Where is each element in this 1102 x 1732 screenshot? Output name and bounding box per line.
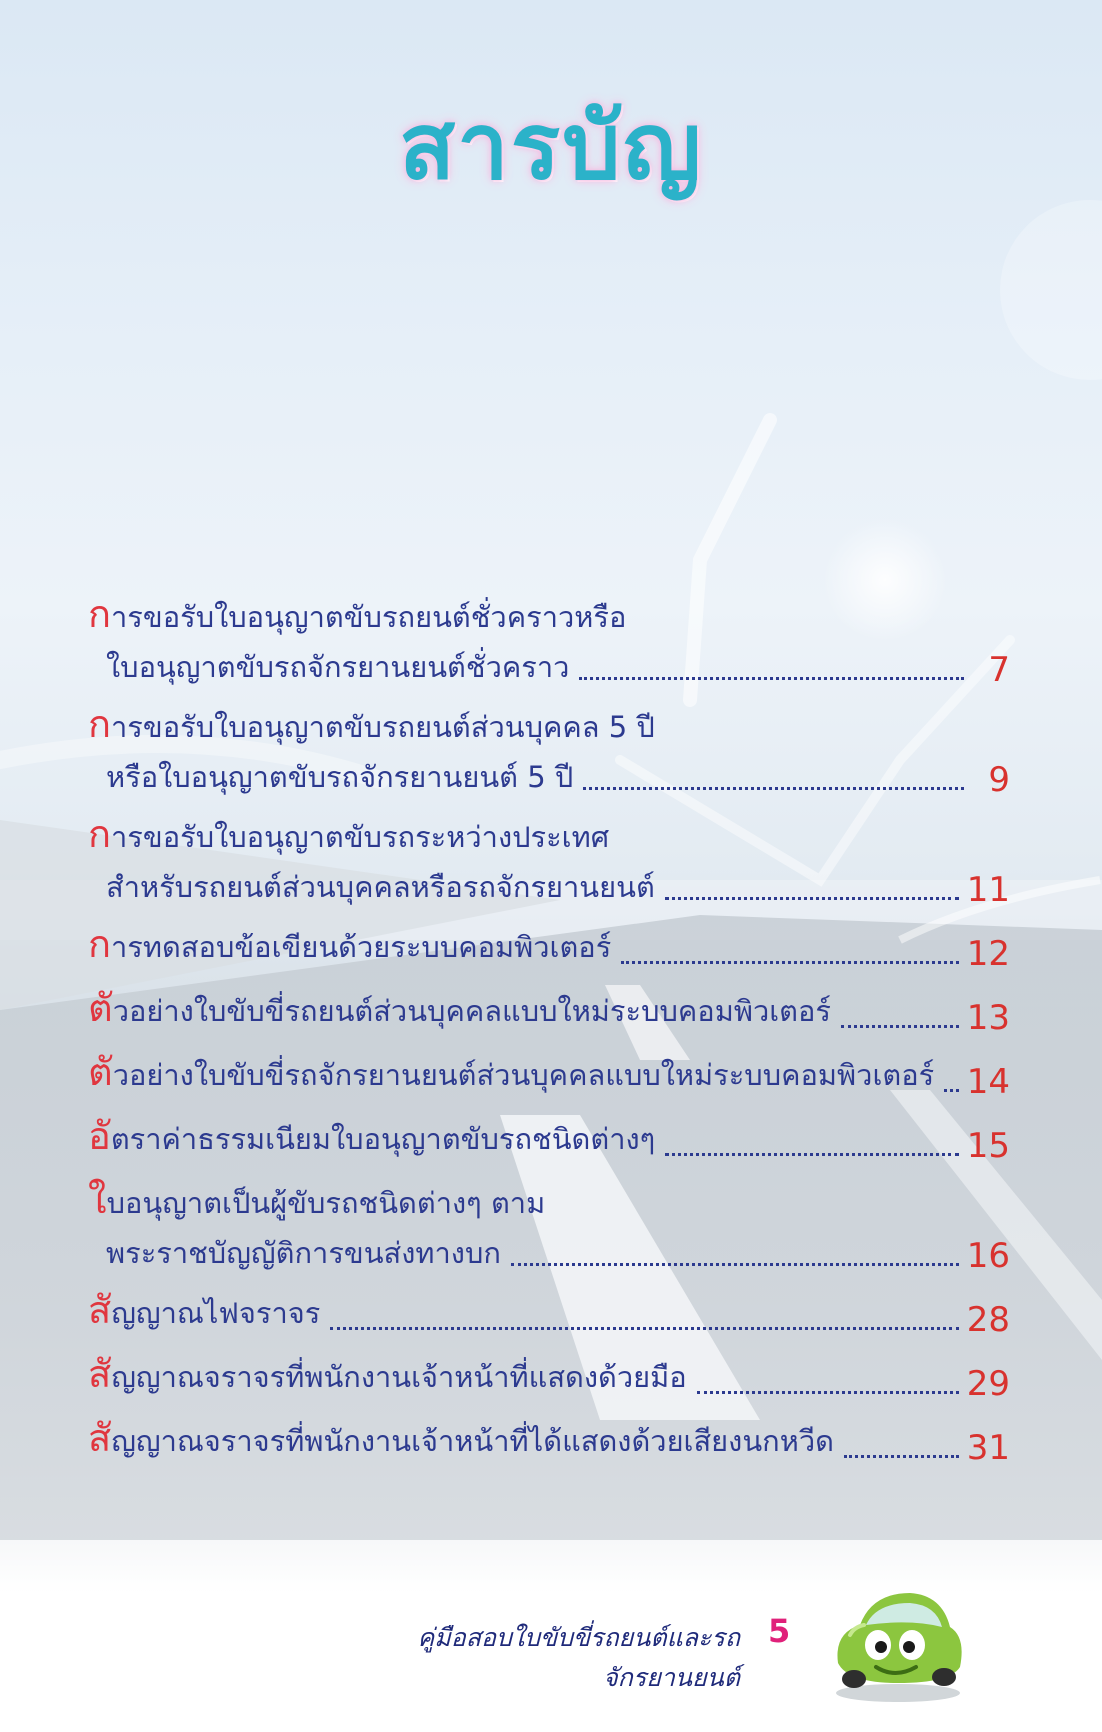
entry-text: บอนุญาตเป็นผู้ขับรถชนิดต่างๆ ตาม bbox=[106, 1186, 546, 1220]
toc-entry[interactable] bbox=[88, 1352, 1010, 1404]
dot-leader bbox=[511, 1263, 959, 1266]
page-number: 31 bbox=[966, 1428, 1010, 1468]
entry-text: พระราชบัญญัติการขนส่งทางบก bbox=[106, 1236, 501, 1270]
entry-text: หรือใบอนุญาตขับรถจักรยานยนต์ 5 ปี bbox=[106, 760, 574, 794]
green-cartoon-car-icon bbox=[820, 1575, 970, 1705]
dot-leader bbox=[841, 1025, 959, 1028]
page-number: 29 bbox=[966, 1364, 1010, 1404]
entry-initial: ตั bbox=[88, 986, 113, 1030]
dot-leader bbox=[583, 787, 964, 790]
dot-leader bbox=[844, 1455, 959, 1458]
footer-page-number: 5 bbox=[768, 1612, 791, 1650]
page-number: 13 bbox=[966, 998, 1010, 1038]
page-number: 11 bbox=[966, 870, 1010, 910]
toc-entry[interactable] bbox=[88, 1114, 1010, 1166]
entry-text: ารขอรับใบอนุญาตขับรถยนต์ชั่วคราวหรือ bbox=[111, 600, 627, 634]
page-number: 16 bbox=[966, 1236, 1010, 1276]
toc-entry[interactable] bbox=[88, 1050, 1010, 1102]
dot-leader bbox=[944, 1089, 959, 1092]
dot-leader bbox=[621, 961, 958, 964]
entry-initial: ก bbox=[88, 812, 112, 856]
toc-entry[interactable] bbox=[88, 922, 1010, 974]
entry-initial: ก bbox=[88, 922, 112, 966]
dot-leader bbox=[665, 1153, 959, 1156]
entry-initial: ก bbox=[88, 592, 112, 636]
entry-text: สำหรับรถยนต์ส่วนบุคคลหรือรถจักรยานยนต์ bbox=[106, 870, 655, 904]
entry-text: ญญาณไฟจราจร bbox=[111, 1296, 321, 1330]
page-number: 28 bbox=[966, 1300, 1010, 1340]
entry-text: ารทดสอบข้อเขียนด้วยระบบคอมพิวเตอร์ bbox=[111, 930, 612, 964]
entry-text: ารขอรับใบอนุญาตขับรถยนต์ส่วนบุคคล 5 ปี bbox=[111, 710, 655, 744]
entry-initial: อั bbox=[88, 1114, 111, 1158]
entry-text: ตราค่าธรรมเนียมใบอนุญาตขับรถชนิดต่างๆ bbox=[110, 1122, 656, 1156]
entry-initial: ตั bbox=[88, 1050, 113, 1094]
entry-text: ใบอนุญาตขับรถจักรยานยนต์ชั่วคราว bbox=[106, 650, 570, 684]
page-number: 9 bbox=[988, 760, 1010, 800]
entry-initial: สั bbox=[88, 1288, 112, 1332]
page-number: 7 bbox=[988, 650, 1010, 690]
entry-initial: ใ bbox=[88, 1178, 107, 1222]
entry-initial: สั bbox=[88, 1416, 112, 1460]
dot-leader bbox=[697, 1391, 959, 1394]
dot-leader bbox=[579, 677, 964, 680]
entry-text: ารขอรับใบอนุญาตขับรถระหว่างประเทศ bbox=[111, 820, 610, 854]
toc-entry[interactable] bbox=[88, 812, 1010, 910]
page-number: 15 bbox=[966, 1126, 1010, 1166]
footer-book-title: คู่มือสอบใบขับขี่รถยนต์และรถจักรยานยนต์ bbox=[417, 1623, 740, 1692]
page-title: สารบัญ bbox=[398, 93, 703, 200]
dot-leader bbox=[665, 897, 959, 900]
page-number: 12 bbox=[966, 934, 1010, 974]
toc-entry[interactable] bbox=[88, 702, 1010, 800]
entry-text: วอย่างใบขับขี่รถจักรยานยนต์ส่วนบุคคลแบบใหม่ระบบคอมพิวเตอร์ bbox=[112, 1058, 935, 1092]
table-of-contents bbox=[88, 592, 1010, 1486]
toc-entry[interactable] bbox=[88, 986, 1010, 1038]
page-number: 14 bbox=[966, 1062, 1010, 1102]
entry-initial: ก bbox=[88, 702, 112, 746]
dot-leader bbox=[330, 1327, 958, 1330]
toc-entry[interactable] bbox=[88, 1288, 1010, 1340]
toc-entry[interactable] bbox=[88, 592, 1010, 690]
toc-entry[interactable] bbox=[88, 1416, 1010, 1468]
entry-text: ญญาณจราจรที่พนักงานเจ้าหน้าที่แสดงด้วยมือ bbox=[111, 1360, 687, 1394]
entry-text: ญญาณจราจรที่พนักงานเจ้าหน้าที่ได้แสดงด้วยเสียงนกหวีด bbox=[111, 1424, 834, 1458]
toc-entry[interactable] bbox=[88, 1178, 1010, 1276]
entry-initial: สั bbox=[88, 1352, 112, 1396]
entry-text: วอย่างใบขับขี่รถยนต์ส่วนบุคคลแบบใหม่ระบบคอมพิวเตอร์ bbox=[112, 994, 831, 1028]
